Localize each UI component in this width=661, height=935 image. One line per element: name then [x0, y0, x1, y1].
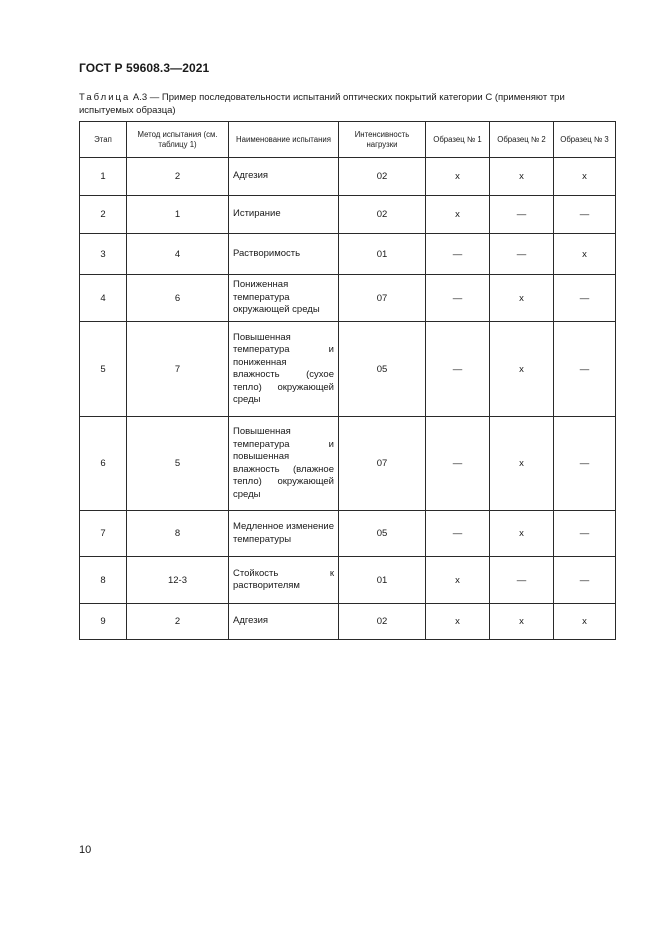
cell-sample-2: x — [490, 275, 554, 322]
caption-text: А.3 — Пример последовательности испытаний оптических покрытий категории С (применяют три испытуемых образца) — [79, 92, 565, 116]
cell-sample-1: — — [426, 417, 490, 511]
cell-name-text: Медленное изменение температуры — [233, 521, 335, 545]
cell-sample-3: x — [554, 158, 616, 196]
table-row — [80, 275, 616, 322]
cell-sample-1: — — [426, 511, 490, 557]
cell-sample-3: — — [554, 557, 616, 604]
cell-name-text: Адгезия — [233, 615, 269, 627]
table-row — [80, 158, 616, 196]
cell-sample-1: x — [426, 557, 490, 604]
cell-intensity: 07 — [339, 417, 426, 511]
cell-method: 2 — [127, 158, 229, 196]
cell-intensity: 05 — [339, 322, 426, 417]
document-code: ГОСТ Р 59608.3—2021 — [79, 61, 210, 75]
cell-intensity: 01 — [339, 557, 426, 604]
cell-intensity: 02 — [339, 196, 426, 234]
cell-sample-3: — — [554, 275, 616, 322]
cell-name — [229, 196, 339, 234]
table-row — [80, 604, 616, 640]
cell-sample-1: — — [426, 322, 490, 417]
cell-name — [229, 604, 339, 640]
header-sample-2: Образец № 2 — [490, 122, 554, 158]
cell-sample-1: — — [426, 275, 490, 322]
cell-sample-2: — — [490, 557, 554, 604]
cell-stage: 8 — [80, 557, 127, 604]
cell-method: 4 — [127, 234, 229, 275]
cell-name — [229, 417, 339, 511]
cell-sample-1: x — [426, 604, 490, 640]
cell-sample-1: x — [426, 158, 490, 196]
cell-sample-1: — — [426, 234, 490, 275]
cell-method: 5 — [127, 417, 229, 511]
cell-stage: 1 — [80, 158, 127, 196]
header-method: Метод испытания (см. таблицу 1) — [127, 122, 229, 158]
cell-sample-2: x — [490, 158, 554, 196]
cell-stage: 9 — [80, 604, 127, 640]
table-row — [80, 322, 616, 417]
cell-sample-2: x — [490, 604, 554, 640]
caption-label: Таблица — [79, 92, 131, 103]
cell-method: 1 — [127, 196, 229, 234]
cell-intensity: 02 — [339, 158, 426, 196]
cell-name-text: Повышенная температура и повышенная влажность (влажное тепло) окружающей среды — [233, 426, 334, 500]
cell-name — [229, 557, 339, 604]
cell-name-text: Пониженная температура окружающей среды — [233, 279, 320, 316]
cell-name — [229, 234, 339, 275]
table-row — [80, 417, 616, 511]
cell-name — [229, 322, 339, 417]
cell-sample-3: x — [554, 234, 616, 275]
cell-intensity: 07 — [339, 275, 426, 322]
cell-sample-3: — — [554, 417, 616, 511]
cell-stage: 7 — [80, 511, 127, 557]
header-stage: Этап — [80, 122, 127, 158]
cell-name — [229, 511, 339, 557]
cell-method: 2 — [127, 604, 229, 640]
header-intensity: Интенсивность нагрузки — [339, 122, 426, 158]
cell-stage: 6 — [80, 417, 127, 511]
cell-stage: 4 — [80, 275, 127, 322]
cell-name-text: Стойкость к растворителям — [233, 567, 334, 591]
cell-method: 8 — [127, 511, 229, 557]
header-sample-3: Образец № 3 — [554, 122, 616, 158]
cell-name-text: Истирание — [233, 208, 281, 220]
cell-intensity: 01 — [339, 234, 426, 275]
cell-method: 7 — [127, 322, 229, 417]
cell-name-text: Адгезия — [233, 170, 269, 182]
cell-sample-3: — — [554, 511, 616, 557]
cell-name — [229, 158, 339, 196]
header-sample-1: Образец № 1 — [426, 122, 490, 158]
table-header-row — [80, 122, 616, 158]
cell-sample-2: x — [490, 417, 554, 511]
cell-stage: 2 — [80, 196, 127, 234]
cell-sample-3: x — [554, 604, 616, 640]
header-name: Наименование испытания — [229, 122, 339, 158]
table-row — [80, 511, 616, 557]
cell-name-text: Повышенная температура и пониженная влажность (сухое тепло) окружающей среды — [233, 331, 334, 405]
cell-sample-3: — — [554, 196, 616, 234]
cell-name-text: Растворимость — [233, 247, 301, 259]
cell-intensity: 02 — [339, 604, 426, 640]
cell-method: 12-3 — [127, 557, 229, 604]
cell-method: 6 — [127, 275, 229, 322]
cell-sample-2: — — [490, 196, 554, 234]
page-number: 10 — [79, 844, 92, 856]
cell-sample-1: x — [426, 196, 490, 234]
cell-stage: 3 — [80, 234, 127, 275]
table-row — [80, 196, 616, 234]
cell-sample-2: — — [490, 234, 554, 275]
cell-sample-2: x — [490, 322, 554, 417]
table-row — [80, 557, 616, 604]
cell-sample-2: x — [490, 511, 554, 557]
cell-intensity: 05 — [339, 511, 426, 557]
test-sequence-table — [79, 121, 616, 640]
table-caption — [79, 91, 615, 117]
table-row — [80, 234, 616, 275]
cell-stage: 5 — [80, 322, 127, 417]
cell-sample-3: — — [554, 322, 616, 417]
cell-name — [229, 275, 339, 322]
